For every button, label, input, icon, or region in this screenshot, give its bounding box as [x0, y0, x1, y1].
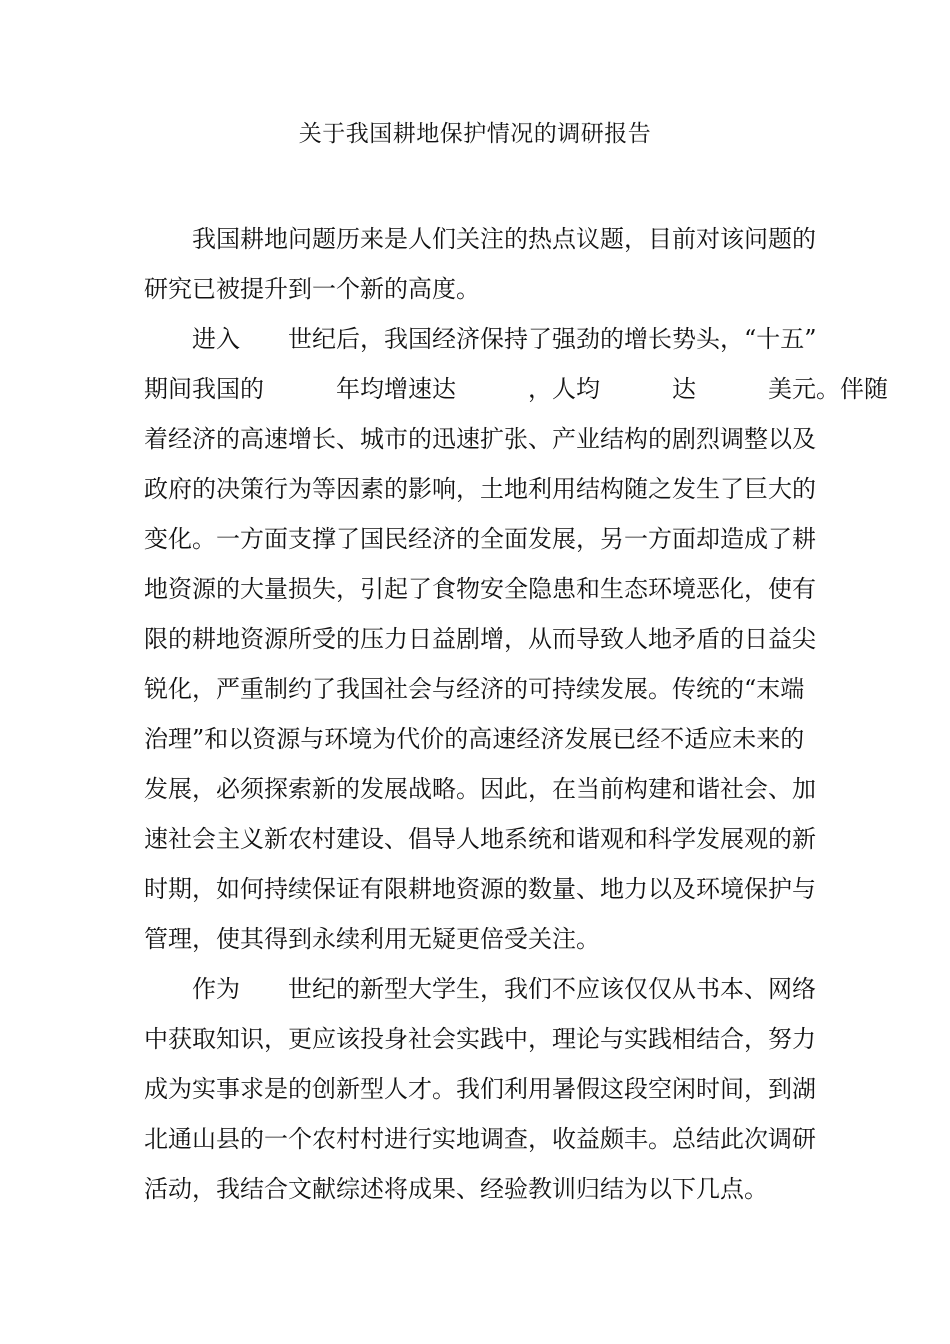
paragraph-2-line-6: 地资源的大量损失，引起了食物安全隐患和生态环境恶化，使有 [144, 575, 816, 603]
paragraph-2-line-7: 限的耕地资源所受的压力日益剧增，从而导致人地矛盾的日益尖 [144, 625, 816, 653]
report-body [144, 214, 888, 1214]
paragraph-3-line-4: 北通山县的一个农村村进行实地调查，收益颇丰。总结此次调研 [144, 1125, 816, 1153]
paragraph-3-line-2: 中获取知识，更应该投身社会实践中，理论与实践相结合，努力 [144, 1025, 816, 1053]
paragraph-2-line-10: 发展，必须探索新的发展战略。因此，在当前构建和谐社会、加 [144, 775, 816, 803]
paragraph-3-line-3: 成为实事求是的创新型人才。我们利用暑假这段空闲时间，到湖 [144, 1075, 816, 1103]
paragraph-2-line-2: 期间我国的 年均增速达 ，人均 达 美元。伴随 [144, 375, 888, 403]
paragraph-2-line-5: 变化。一方面支撑了国民经济的全面发展，另一方面却造成了耕 [144, 525, 816, 553]
paragraph-2-line-8: 锐化，严重制约了我国社会与经济的可持续发展。传统的“末端 [144, 675, 805, 703]
paragraph-2-line-11: 速社会主义新农村建设、倡导人地系统和谐观和科学发展观的新 [144, 825, 816, 853]
paragraph-2-line-9: 治理”和以资源与环境为代价的高速经济发展已经不适应未来的 [144, 725, 805, 753]
paragraph-3-line-5: 活动，我结合文献综述将成果、经验教训归结为以下几点。 [144, 1175, 768, 1203]
paragraph-3-line-1: 作为 世纪的新型大学生，我们不应该仅仅从书本、网络 [192, 975, 816, 1003]
paragraph-2-line-3: 着经济的高速增长、城市的迅速扩张、产业结构的剧烈调整以及 [144, 425, 816, 453]
paragraph-2-line-13: 管理，使其得到永续利用无疑更倍受关注。 [144, 925, 600, 953]
paragraph-1-line-2: 研究已被提升到一个新的高度。 [144, 275, 480, 303]
paragraph-2-line-1: 进入 世纪后，我国经济保持了强劲的增长势头，“十五” [192, 325, 817, 353]
paragraph-2-line-12: 时期，如何持续保证有限耕地资源的数量、地力以及环境保护与 [144, 875, 816, 903]
paragraph-1-line-1: 我国耕地问题历来是人们关注的热点议题，目前对该问题的 [192, 225, 816, 253]
paragraph-2-line-4: 政府的决策行为等因素的影响，土地利用结构随之发生了巨大的 [144, 475, 816, 503]
report-title: 关于我国耕地保护情况的调研报告 [298, 121, 652, 147]
